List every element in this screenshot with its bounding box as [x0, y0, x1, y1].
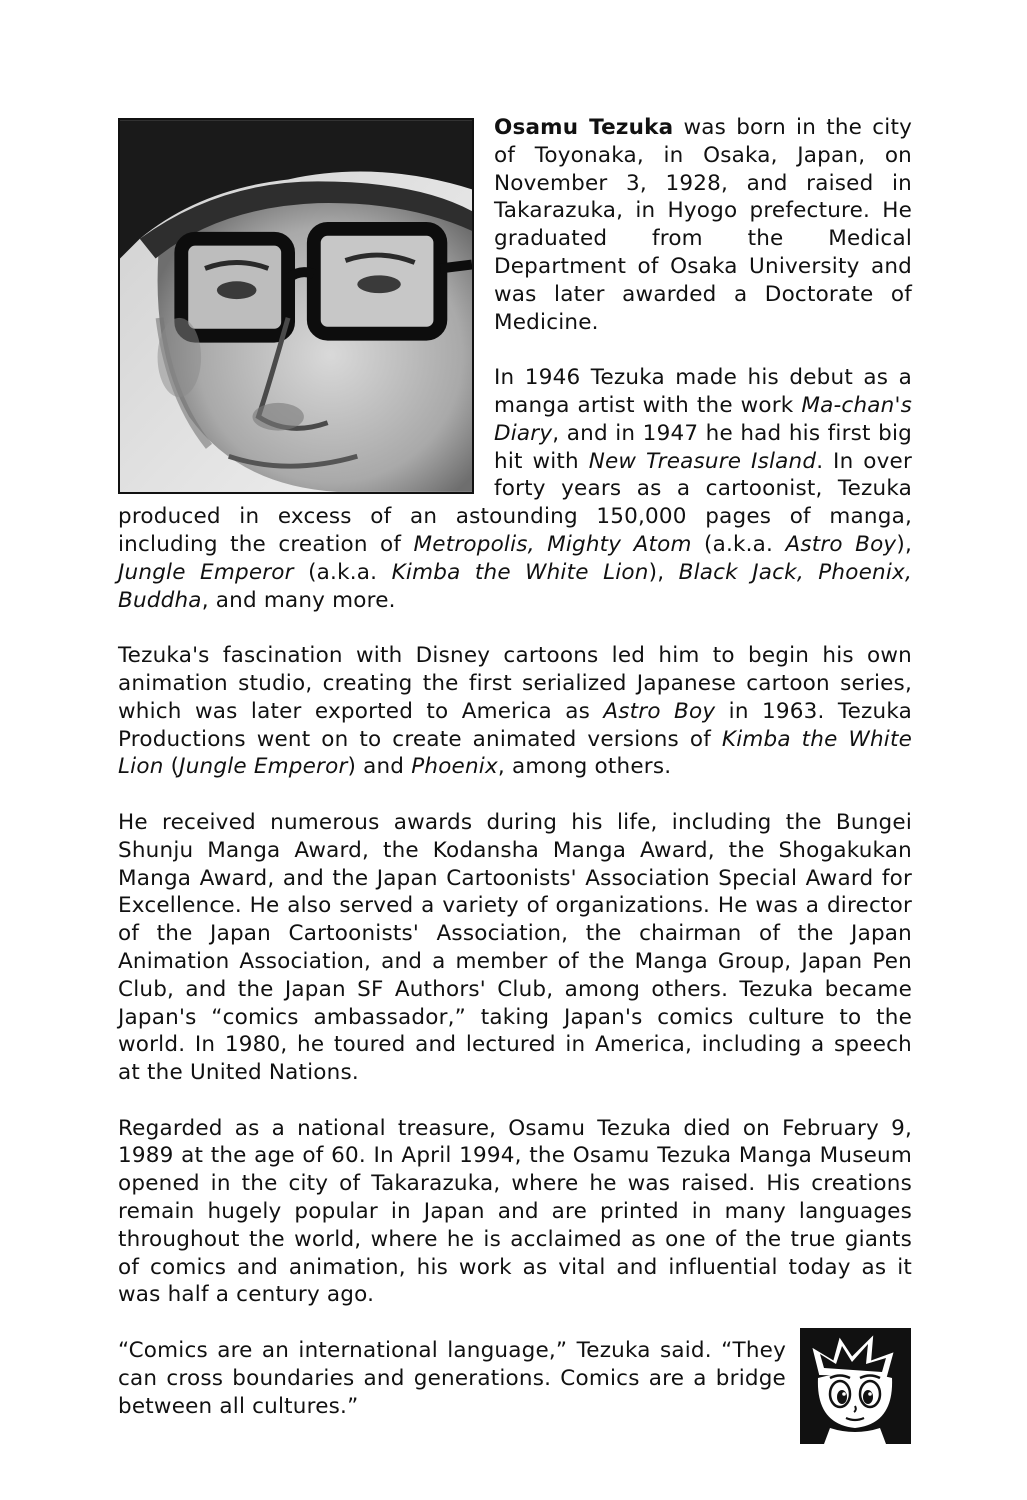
text-segment: In 1946 Tezuka made his debut as a manga artist with the work	[494, 365, 912, 418]
work-title: Astro Boy	[603, 698, 716, 724]
text-segment: ),	[648, 559, 679, 585]
text-segment: , and in 1947 he had his first big hit with	[494, 420, 912, 474]
text-segment: ),	[896, 531, 912, 557]
work-title: Phoenix	[411, 754, 498, 780]
text-segment: , among others.	[497, 754, 672, 780]
bio-paragraph-awards: He received numerous awards during his life, including the Bungei Shunju Manga Award, the Kodansha Manga Award, the Shogakukan Manga Award, and the Japan Cartoonists' Association Special Award for Excellence. He also served a variety of organizations. He was a director of the Japan Cartoonists' Association, the chairman of the Japan Animation Association, and a member of the Manga Group, Japan Pen Club, and the Japan SF Authors' Club, among others. Tezuka became Japan's “comics ambassador,” taking Japan's comics culture to the world. In 1980, he toured and lectured in America, including a speech at the United Nations.	[118, 809, 912, 1086]
bio-paragraph-legacy: Regarded as a national treasure, Osamu Tezuka died on February 9, 1989 at the age of 60. In April 1994, the Osamu Tezuka Manga Museum opened in the city of Takarazuka, where he was raised. His creations remain hugely popular in Japan and are printed in many languages throughout the world, where he is acclaimed as one of the true giants of comics and animation, his work as vital and influential today as it was half a century ago.	[118, 1115, 912, 1308]
work-title: Jungle Emperor	[179, 754, 348, 780]
work-title: Black Jack, Phoenix, Buddha	[118, 559, 912, 613]
text-segment: ) and	[347, 754, 412, 780]
tezuka-quote: “Comics are an international language,” Tezuka said. “They can cross boundaries and generations. Comics are a bridge between all cultures.”	[118, 1338, 786, 1419]
work-title: Kimba the White Lion	[118, 726, 913, 780]
work-title: Metropolis, Mighty Atom	[413, 531, 692, 557]
text-segment: (a.k.a.	[691, 531, 786, 557]
work-title: Ma-chan's Diary	[494, 392, 912, 446]
author-bio	[118, 114, 912, 1420]
work-title: Kimba the White Lion	[391, 559, 649, 585]
author-portrait-photo	[118, 118, 474, 494]
text-segment: . In over forty years as a cartoonist, Tezuka produced in excess of an astounding 150,000 pages of manga, including the creation of	[118, 448, 912, 557]
portrait-illustration	[120, 120, 472, 492]
work-title: Jungle Emperor	[118, 559, 294, 585]
bio-birth-text: was born in the city of Toyonaka, in Osaka, Japan, on November 3, 1928, and raised in Takarazuka, in Hyogo prefecture. He graduated from the Medical Department of Osaka University and was later awarded a Doctorate of Medicine.	[494, 115, 912, 335]
author-name: Osamu Tezuka	[494, 115, 674, 140]
astro-boy-icon	[800, 1328, 911, 1444]
bio-paragraph-animation	[118, 642, 912, 781]
text-segment: in 1963. Tezuka Productions went on to create animated versions of	[118, 698, 912, 752]
work-title: New Treasure Island	[588, 448, 817, 474]
work-title: Astro Boy	[785, 531, 897, 557]
text-segment: , and many more.	[201, 587, 396, 613]
text-segment: (	[163, 754, 180, 780]
text-segment: (a.k.a.	[293, 559, 392, 585]
text-segment: Tezuka's fascination with Disney cartoons led him to begin his own animation studio, creating the first serialized Japanese cartoon series, which was later exported to America as	[118, 643, 912, 724]
astro-boy-drawing	[800, 1328, 911, 1444]
